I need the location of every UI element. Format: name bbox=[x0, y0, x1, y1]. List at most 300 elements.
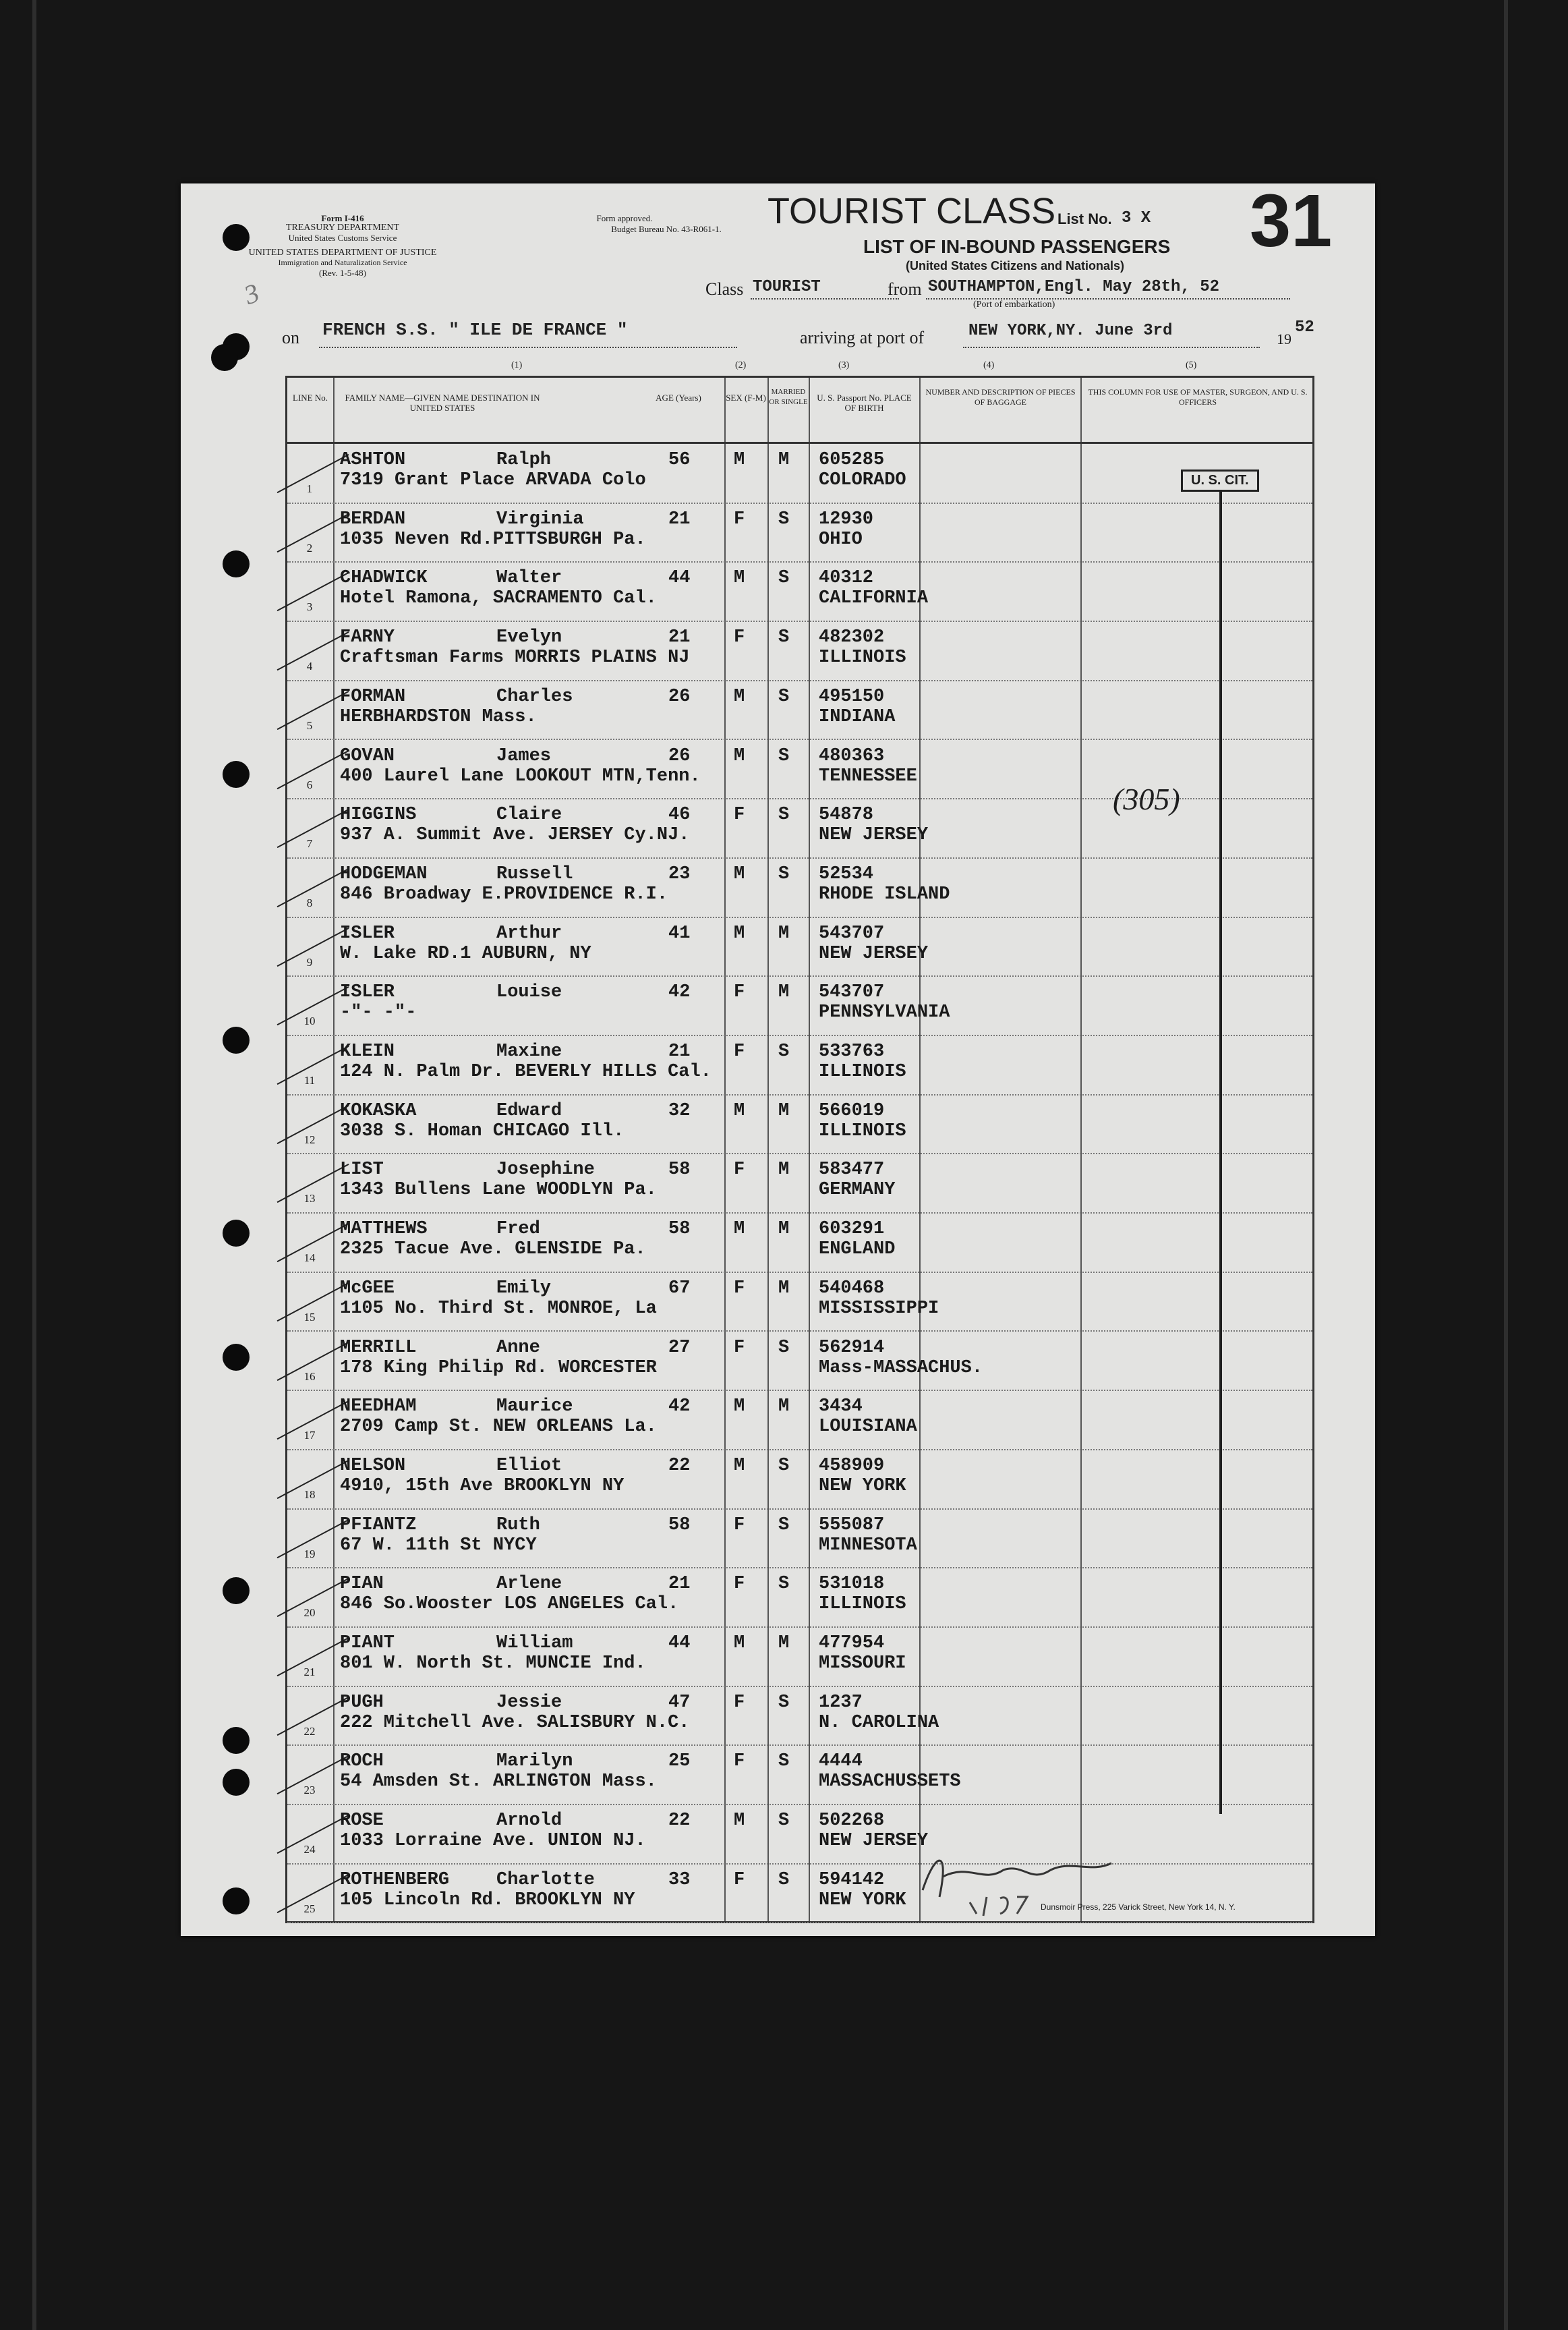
destination: 2325 Tacue Ave. GLENSIDE Pa. bbox=[340, 1239, 646, 1260]
place-of-birth: NEW YORK bbox=[819, 1889, 906, 1910]
age: 26 bbox=[668, 745, 691, 766]
passport-number: 562914 bbox=[819, 1337, 885, 1358]
age: 42 bbox=[668, 982, 691, 1003]
passport-number: 40312 bbox=[819, 568, 874, 589]
us-citizen-stamp: U. S. CIT. bbox=[1181, 470, 1259, 492]
table-row bbox=[287, 561, 1312, 622]
married-single: M bbox=[778, 1278, 790, 1299]
age: 44 bbox=[668, 1633, 691, 1653]
table-row bbox=[287, 1153, 1312, 1214]
destination: 400 Laurel Lane LOOKOUT MTN,Tenn. bbox=[340, 766, 701, 787]
family-name: PFIANTZ bbox=[340, 1514, 417, 1535]
age: 21 bbox=[668, 509, 691, 530]
passenger-table bbox=[285, 376, 1314, 1923]
destination: -"- -"- bbox=[340, 1002, 417, 1023]
sex: F bbox=[734, 1514, 745, 1535]
table-row bbox=[287, 1744, 1312, 1805]
header-officers: THIS COLUMN FOR USE OF MASTER, SURGEON, AND U. S. OFFICERS bbox=[1088, 387, 1308, 407]
passport-number: 605285 bbox=[819, 450, 885, 470]
table-row bbox=[287, 1035, 1312, 1096]
header-name: FAMILY NAME—GIVEN NAME DESTINATION IN UNITED STATES bbox=[345, 393, 540, 413]
destination: 1343 Bullens Lane WOODLYN Pa. bbox=[340, 1180, 657, 1201]
married-single: S bbox=[778, 627, 790, 648]
line-number: 17 bbox=[303, 1429, 316, 1442]
destination: 937 A. Summit Ave. JERSEY Cy.NJ. bbox=[340, 825, 690, 846]
from-label: from bbox=[888, 279, 922, 299]
married-single: S bbox=[778, 1811, 790, 1831]
destination: 1033 Lorraine Ave. UNION NJ. bbox=[340, 1831, 646, 1852]
destination: Hotel Ramona, SACRAMENTO Cal. bbox=[340, 588, 657, 609]
place-of-birth: NEW JERSEY bbox=[819, 943, 929, 964]
sex: F bbox=[734, 1160, 745, 1181]
year-value: 52 bbox=[1295, 318, 1314, 337]
family-name: NELSON bbox=[340, 1455, 406, 1476]
ship-name: FRENCH S.S. " ILE DE FRANCE " bbox=[322, 320, 628, 340]
given-name: Evelyn bbox=[496, 627, 562, 648]
age: 47 bbox=[668, 1692, 691, 1713]
married-single: M bbox=[778, 1160, 790, 1181]
sex: M bbox=[734, 1633, 745, 1653]
sex: F bbox=[734, 627, 745, 648]
passport-number: 502268 bbox=[819, 1811, 885, 1831]
line-number: 11 bbox=[303, 1074, 316, 1087]
form-approved: Form approved. bbox=[596, 213, 653, 223]
table-row bbox=[287, 1390, 1312, 1450]
sex: M bbox=[734, 568, 745, 589]
passport-number: 543707 bbox=[819, 982, 885, 1003]
given-name: Claire bbox=[496, 805, 562, 826]
passport-number: 480363 bbox=[819, 745, 885, 766]
family-name: HODGEMAN bbox=[340, 863, 428, 884]
place-of-birth: RHODE ISLAND bbox=[819, 884, 950, 905]
age: 56 bbox=[668, 450, 691, 470]
from-value: SOUTHAMPTON,Engl. May 28th, 52 bbox=[928, 278, 1220, 296]
family-name: FARNY bbox=[340, 627, 395, 648]
line-number: 5 bbox=[306, 718, 313, 732]
age: 22 bbox=[668, 1811, 691, 1831]
given-name: Arlene bbox=[496, 1574, 562, 1595]
married-single: M bbox=[778, 1396, 790, 1417]
age: 26 bbox=[668, 686, 691, 707]
film-edge-left bbox=[32, 0, 36, 2330]
page-number: 31 bbox=[1250, 179, 1333, 262]
punch-hole bbox=[223, 1344, 250, 1371]
given-name: Arnold bbox=[496, 1811, 562, 1831]
line-number: 1 bbox=[306, 482, 313, 495]
age: 58 bbox=[668, 1160, 691, 1181]
family-name: HIGGINS bbox=[340, 805, 417, 826]
table-row bbox=[287, 1863, 1312, 1924]
place-of-birth: OHIO bbox=[819, 529, 863, 550]
document-title: TOURIST CLASS bbox=[767, 191, 1056, 231]
place-of-birth: MINNESOTA bbox=[819, 1535, 917, 1556]
place-of-birth: PENNSYLVANIA bbox=[819, 1002, 950, 1023]
passport-number: 566019 bbox=[819, 1100, 885, 1121]
destination: 67 W. 11th St NYCY bbox=[340, 1535, 537, 1556]
destination: 1105 No. Third St. MONROE, La bbox=[340, 1298, 657, 1319]
customs-service: United States Customs Service bbox=[288, 233, 397, 243]
destination: 846 So.Wooster LOS ANGELES Cal. bbox=[340, 1594, 679, 1615]
place-of-birth: COLORADO bbox=[819, 470, 906, 490]
sex: M bbox=[734, 686, 745, 707]
arriving-label: arriving at port of bbox=[800, 328, 925, 347]
table-row bbox=[287, 1508, 1312, 1569]
passport-number: 583477 bbox=[819, 1160, 885, 1181]
header-line-no: LINE No. bbox=[293, 393, 328, 403]
punch-hole bbox=[223, 550, 250, 577]
given-name: Josephine bbox=[496, 1160, 595, 1181]
family-name: GOVAN bbox=[340, 745, 395, 766]
place-of-birth: CALIFORNIA bbox=[819, 588, 929, 609]
table-row bbox=[287, 975, 1312, 1036]
passport-number: 3434 bbox=[819, 1396, 863, 1417]
sex: M bbox=[734, 863, 745, 884]
sex: M bbox=[734, 1396, 745, 1417]
table-row bbox=[287, 1686, 1312, 1746]
passport-number: 1237 bbox=[819, 1692, 863, 1713]
sex: F bbox=[734, 509, 745, 530]
year-prefix: 19 bbox=[1277, 331, 1291, 347]
married-single: S bbox=[778, 1042, 790, 1062]
married-single: S bbox=[778, 1751, 790, 1772]
married-single: S bbox=[778, 686, 790, 707]
passport-number: 495150 bbox=[819, 686, 885, 707]
table-row bbox=[287, 680, 1312, 741]
passport-number: 531018 bbox=[819, 1574, 885, 1595]
col-mark-1: (1) bbox=[511, 360, 523, 370]
married-single: M bbox=[778, 450, 790, 470]
age: 21 bbox=[668, 1574, 691, 1595]
ins: Immigration and Naturalization Service bbox=[278, 258, 407, 267]
passport-number: 603291 bbox=[819, 1219, 885, 1240]
given-name: Charles bbox=[496, 686, 573, 707]
place-of-birth: MISSISSIPPI bbox=[819, 1298, 939, 1319]
ship-underline bbox=[319, 347, 737, 348]
punch-hole bbox=[223, 1220, 250, 1247]
family-name: ROCH bbox=[340, 1751, 384, 1772]
sex: F bbox=[734, 805, 745, 826]
passport-number: 52534 bbox=[819, 863, 874, 884]
class-value: TOURIST bbox=[753, 278, 821, 296]
sex: F bbox=[734, 1751, 745, 1772]
family-name: KOKASKA bbox=[340, 1100, 417, 1121]
family-name: ROTHENBERG bbox=[340, 1869, 450, 1890]
married-single: S bbox=[778, 509, 790, 530]
line-number: 2 bbox=[306, 541, 313, 555]
destination: W. Lake RD.1 AUBURN, NY bbox=[340, 943, 591, 964]
destination: 178 King Philip Rd. WORCESTER bbox=[340, 1357, 657, 1378]
table-row bbox=[287, 443, 1312, 504]
line-number: 10 bbox=[303, 1015, 316, 1028]
destination: 54 Amsden St. ARLINGTON Mass. bbox=[340, 1771, 657, 1792]
punch-hole bbox=[223, 1727, 250, 1754]
age: 23 bbox=[668, 863, 691, 884]
arriving-underline bbox=[963, 347, 1260, 348]
family-name: McGEE bbox=[340, 1278, 395, 1299]
punch-hole bbox=[223, 1577, 250, 1604]
age: 42 bbox=[668, 1396, 691, 1417]
married-single: S bbox=[778, 1692, 790, 1713]
header-age: AGE (Years) bbox=[656, 393, 701, 403]
destination: 2709 Camp St. NEW ORLEANS La. bbox=[340, 1417, 657, 1438]
given-name: William bbox=[496, 1633, 573, 1653]
sex: F bbox=[734, 1574, 745, 1595]
given-name: Virginia bbox=[496, 509, 584, 530]
citizen-bracket-line bbox=[1219, 490, 1222, 1814]
header-sex: SEX (F-M) bbox=[726, 393, 766, 403]
married-single: S bbox=[778, 1574, 790, 1595]
married-single: S bbox=[778, 1455, 790, 1476]
sex: M bbox=[734, 923, 745, 944]
married-single: S bbox=[778, 745, 790, 766]
class-underline bbox=[751, 298, 899, 300]
form-number: Form I-416 bbox=[321, 213, 364, 223]
destination: HERBHARDSTON Mass. bbox=[340, 706, 537, 727]
line-number: 15 bbox=[303, 1310, 316, 1324]
family-name: BERDAN bbox=[340, 509, 406, 530]
passport-number: 458909 bbox=[819, 1455, 885, 1476]
col-mark-4: (4) bbox=[983, 360, 995, 370]
place-of-birth: NEW JERSEY bbox=[819, 1831, 929, 1852]
header-passport: U. S. Passport No. PLACE OF BIRTH bbox=[817, 393, 912, 413]
married-single: S bbox=[778, 863, 790, 884]
sex: F bbox=[734, 1869, 745, 1890]
given-name: Charlotte bbox=[496, 1869, 595, 1890]
passport-number: 4444 bbox=[819, 1751, 863, 1772]
married-single: M bbox=[778, 982, 790, 1003]
family-name: PUGH bbox=[340, 1692, 384, 1713]
line-number: 19 bbox=[303, 1547, 316, 1560]
place-of-birth: ILLINOIS bbox=[819, 1120, 906, 1141]
line-number: 6 bbox=[306, 778, 313, 791]
age: 25 bbox=[668, 1751, 691, 1772]
passport-number: 555087 bbox=[819, 1514, 885, 1535]
given-name: Ruth bbox=[496, 1514, 540, 1535]
given-name: Arthur bbox=[496, 923, 562, 944]
table-row bbox=[287, 503, 1312, 563]
table-row bbox=[287, 1094, 1312, 1155]
destination: 846 Broadway E.PROVIDENCE R.I. bbox=[340, 884, 668, 905]
given-name: Maurice bbox=[496, 1396, 573, 1417]
married-single: M bbox=[778, 1219, 790, 1240]
family-name: KLEIN bbox=[340, 1042, 395, 1062]
line-number: 12 bbox=[303, 1133, 316, 1146]
table-row bbox=[287, 1567, 1312, 1628]
table-row bbox=[287, 1272, 1312, 1332]
given-name: Marilyn bbox=[496, 1751, 573, 1772]
age: 67 bbox=[668, 1278, 691, 1299]
sex: M bbox=[734, 745, 745, 766]
place-of-birth: ILLINOIS bbox=[819, 1062, 906, 1082]
given-name: Fred bbox=[496, 1219, 540, 1240]
place-of-birth: ENGLAND bbox=[819, 1239, 896, 1260]
line-number: 23 bbox=[303, 1784, 316, 1797]
budget-bureau: Budget Bureau No. 43-R061-1. bbox=[611, 224, 722, 234]
line-number: 9 bbox=[306, 955, 313, 969]
table-row bbox=[287, 917, 1312, 977]
destination: Craftsman Farms MORRIS PLAINS NJ bbox=[340, 648, 690, 669]
passport-number: 54878 bbox=[819, 805, 874, 826]
destination: 1035 Neven Rd.PITTSBURGH Pa. bbox=[340, 529, 646, 550]
passport-number: 533763 bbox=[819, 1042, 885, 1062]
sex: M bbox=[734, 1811, 745, 1831]
passport-number: 477954 bbox=[819, 1633, 885, 1653]
punch-hole bbox=[223, 761, 250, 788]
place-of-birth: N. CAROLINA bbox=[819, 1712, 939, 1733]
table-row bbox=[287, 1626, 1312, 1687]
age: 58 bbox=[668, 1514, 691, 1535]
married-single: S bbox=[778, 568, 790, 589]
list-number: 3 X bbox=[1122, 209, 1151, 227]
family-name: FORMAN bbox=[340, 686, 406, 707]
class-label: Class bbox=[705, 279, 744, 299]
arriving-value: NEW YORK,NY. June 3rd bbox=[968, 322, 1173, 340]
destination: 105 Lincoln Rd. BROOKLYN NY bbox=[340, 1889, 635, 1910]
age: 21 bbox=[668, 1042, 691, 1062]
table-row bbox=[287, 1212, 1312, 1273]
destination: 801 W. North St. MUNCIE Ind. bbox=[340, 1653, 646, 1674]
handwritten-note: (305) bbox=[1113, 782, 1180, 816]
header-married: MARRIED OR SINGLE bbox=[769, 388, 808, 406]
destination: 124 N. Palm Dr. BEVERLY HILLS Cal. bbox=[340, 1062, 712, 1082]
dept-justice: UNITED STATES DEPARTMENT OF JUSTICE bbox=[248, 248, 437, 258]
punch-hole bbox=[223, 1769, 250, 1796]
destination: 7319 Grant Place ARVADA Colo bbox=[340, 470, 646, 490]
place-of-birth: MISSOURI bbox=[819, 1653, 906, 1674]
married-single: S bbox=[778, 1337, 790, 1358]
destination: 4910, 15th Ave BROOKLYN NY bbox=[340, 1475, 625, 1496]
table-row bbox=[287, 1331, 1312, 1392]
col-mark-3: (3) bbox=[838, 360, 850, 370]
line-number: 16 bbox=[303, 1369, 316, 1383]
family-name: MATTHEWS bbox=[340, 1219, 428, 1240]
treasury-dept: TREASURY DEPARTMENT bbox=[285, 223, 400, 233]
film-edge-right bbox=[1504, 0, 1508, 2330]
married-single: M bbox=[778, 1100, 790, 1121]
sex: F bbox=[734, 1042, 745, 1062]
line-number: 18 bbox=[303, 1487, 316, 1501]
line-number: 13 bbox=[303, 1192, 316, 1205]
given-name: Emily bbox=[496, 1278, 552, 1299]
given-name: Maxine bbox=[496, 1042, 562, 1062]
place-of-birth: INDIANA bbox=[819, 706, 896, 727]
family-name: ISLER bbox=[340, 982, 395, 1003]
family-name: ISLER bbox=[340, 923, 395, 944]
line-number: 22 bbox=[303, 1724, 316, 1738]
col-mark-5: (5) bbox=[1186, 360, 1197, 370]
family-name: LIST bbox=[340, 1160, 384, 1181]
place-of-birth: NEW YORK bbox=[819, 1475, 906, 1496]
given-name: Edward bbox=[496, 1100, 562, 1121]
line-number: 25 bbox=[303, 1902, 316, 1915]
family-name: PIANT bbox=[340, 1633, 395, 1653]
passport-number: 482302 bbox=[819, 627, 885, 648]
age: 32 bbox=[668, 1100, 691, 1121]
age: 21 bbox=[668, 627, 691, 648]
age: 41 bbox=[668, 923, 691, 944]
given-name: Ralph bbox=[496, 450, 552, 470]
punch-hole bbox=[211, 344, 238, 371]
place-of-birth: TENNESSEE bbox=[819, 766, 917, 787]
place-of-birth: ILLINOIS bbox=[819, 648, 906, 669]
age: 46 bbox=[668, 805, 691, 826]
header-baggage: NUMBER AND DESCRIPTION OF PIECES OF BAGGAGE bbox=[925, 387, 1076, 407]
sex: F bbox=[734, 1278, 745, 1299]
on-label: on bbox=[282, 328, 299, 347]
given-name: James bbox=[496, 745, 552, 766]
line-number: 24 bbox=[303, 1843, 316, 1856]
family-name: ROSE bbox=[340, 1811, 384, 1831]
sex: F bbox=[734, 1692, 745, 1713]
married-single: M bbox=[778, 1633, 790, 1653]
line-number: 20 bbox=[303, 1606, 316, 1620]
age: 33 bbox=[668, 1869, 691, 1890]
married-single: S bbox=[778, 805, 790, 826]
given-name: Jessie bbox=[496, 1692, 562, 1713]
line-number: 4 bbox=[306, 660, 313, 673]
destination: 222 Mitchell Ave. SALISBURY N.C. bbox=[340, 1712, 690, 1733]
family-name: MERRILL bbox=[340, 1337, 417, 1358]
port-embark-note: (Port of embarkation) bbox=[973, 300, 1055, 310]
sex: F bbox=[734, 1337, 745, 1358]
line-number: 8 bbox=[306, 896, 313, 909]
family-name: PIAN bbox=[340, 1574, 384, 1595]
married-single: M bbox=[778, 923, 790, 944]
margin-note: 3 bbox=[239, 277, 264, 311]
place-of-birth: LOUISIANA bbox=[819, 1417, 917, 1438]
rev-date: (Rev. 1-5-48) bbox=[319, 268, 366, 278]
given-name: Walter bbox=[496, 568, 562, 589]
list-subtitle-note: (United States Citizens and Nationals) bbox=[906, 259, 1125, 273]
place-of-birth: Mass-MASSACHUS. bbox=[819, 1357, 983, 1378]
given-name: Russell bbox=[496, 863, 573, 884]
age: 22 bbox=[668, 1455, 691, 1476]
list-label: List No. bbox=[1057, 210, 1112, 227]
age: 44 bbox=[668, 568, 691, 589]
age: 27 bbox=[668, 1337, 691, 1358]
age: 58 bbox=[668, 1219, 691, 1240]
passport-number: 12930 bbox=[819, 509, 874, 530]
sex: M bbox=[734, 450, 745, 470]
table-row bbox=[287, 1449, 1312, 1510]
line-number: 21 bbox=[303, 1666, 316, 1678]
line-number: 7 bbox=[306, 837, 313, 851]
given-name: Louise bbox=[496, 982, 562, 1003]
family-name: ASHTON bbox=[340, 450, 406, 470]
place-of-birth: ILLINOIS bbox=[819, 1594, 906, 1615]
given-name: Elliot bbox=[496, 1455, 562, 1476]
married-single: S bbox=[778, 1869, 790, 1890]
passport-number: 540468 bbox=[819, 1278, 885, 1299]
table-row bbox=[287, 1804, 1312, 1865]
printer-imprint: Dunsmoir Press, 225 Varick Street, New York 14, N. Y. bbox=[1041, 1902, 1236, 1912]
punch-hole bbox=[223, 224, 250, 251]
family-name: NEEDHAM bbox=[340, 1396, 417, 1417]
punch-hole bbox=[223, 1887, 250, 1914]
sex: F bbox=[734, 982, 745, 1003]
given-name: Anne bbox=[496, 1337, 540, 1358]
line-number: 3 bbox=[306, 600, 313, 614]
place-of-birth: NEW JERSEY bbox=[819, 825, 929, 846]
punch-hole bbox=[223, 1027, 250, 1054]
col-mark-2: (2) bbox=[735, 360, 747, 370]
married-single: S bbox=[778, 1514, 790, 1535]
sex: M bbox=[734, 1219, 745, 1240]
list-subtitle: LIST OF IN-BOUND PASSENGERS bbox=[863, 236, 1171, 257]
table-row bbox=[287, 857, 1312, 918]
manifest-sheet bbox=[181, 179, 1375, 1936]
table-row bbox=[287, 621, 1312, 681]
